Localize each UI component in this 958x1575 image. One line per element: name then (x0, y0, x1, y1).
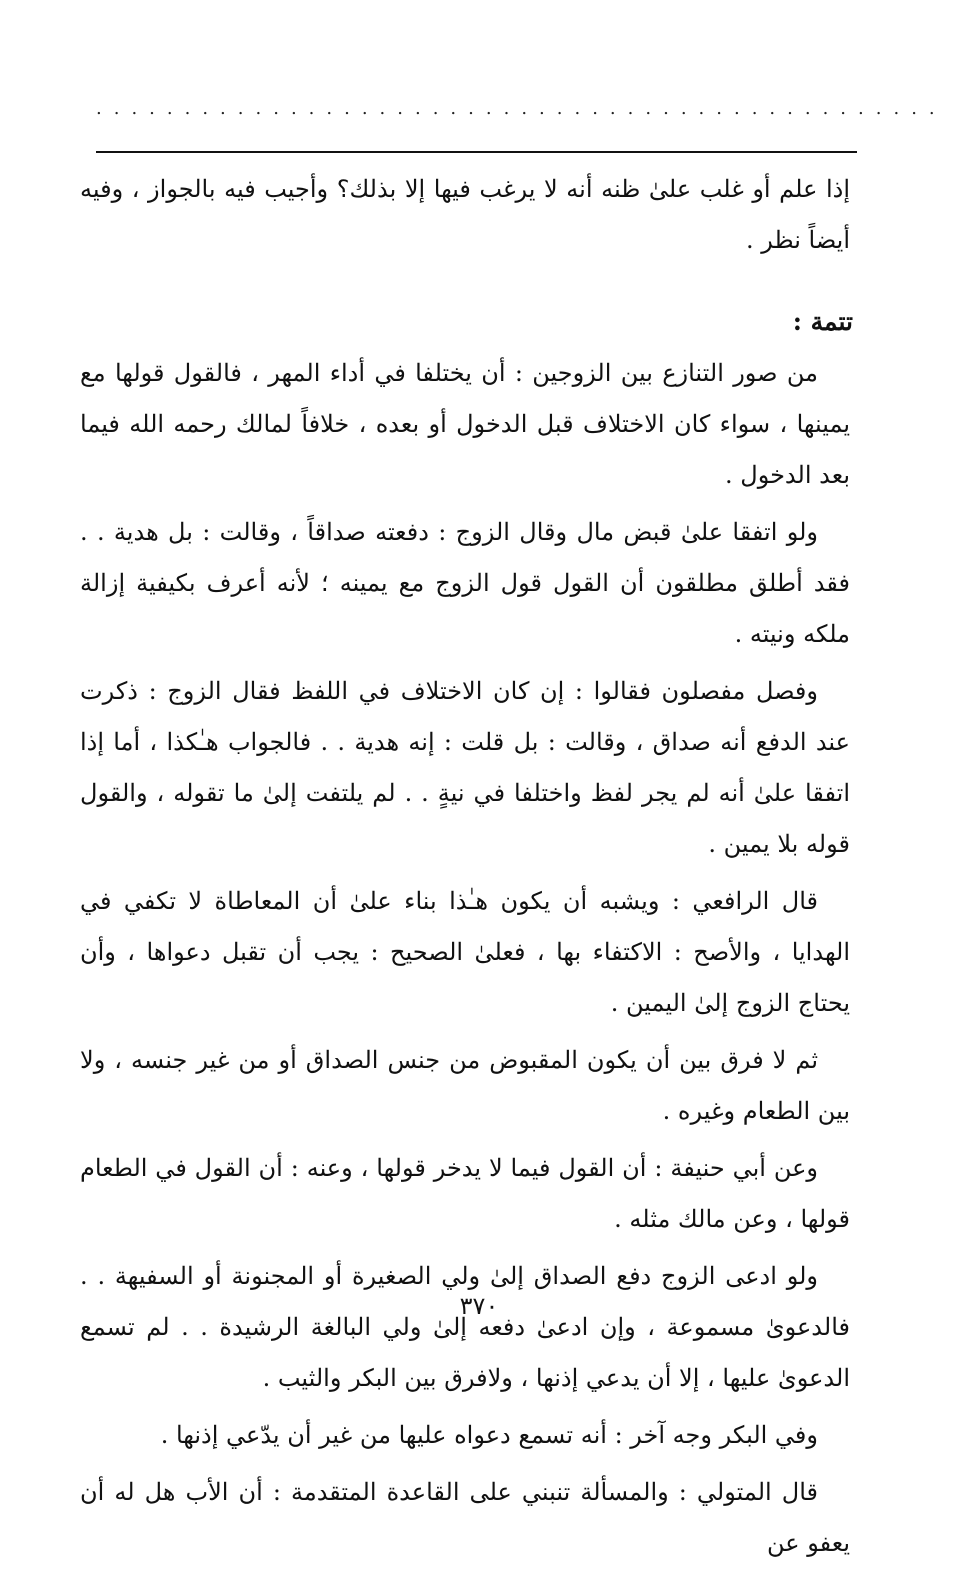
footnote-text (80, 164, 850, 272)
paragraph: وفصل مفصلون فقالوا : إن كان الاختلاف في اللفظ فقال الزوج : ذكرت عند الدفع أنه صداق ، وقالت : بل قلت : إنه هدية . . فالجواب هـٰكذا ، أما إذا اتفقا علىٰ أنه لم يجر لفظ واختلفا في نيةٍ . . لم يلتفت إلىٰ ما تقوله ، والقول قوله بلا يمين . (80, 677, 850, 858)
paragraph: قال المتولي : والمسألة تنبني على القاعدة المتقدمة : أن الأب هل له أن يعفو عن (80, 1478, 850, 1557)
paragraph: ثم لا فرق بين أن يكون المقبوض من جنس الصداق أو من غير جنسه ، ولا بين الطعام وغيره . (80, 1046, 850, 1125)
paragraph: من صور التنازع بين الزوجين : أن يختلفا في أداء المهر ، فالقول قولها مع يمينها ، سواء كان الاختلاف قبل الدخول أو بعده ، خلافاً لمالك رحمه الله فيما بعد الدخول . (80, 359, 850, 489)
paragraph: ولو اتفقا علىٰ قبض مال وقال الزوج : دفعته صداقاً ، وقالت : بل هدية . . فقد أطلق مطلقون أن القول قول الزوج مع يمينه ؛ لأنه أعرف بكيفية إزالة ملكه ونيته . (80, 518, 850, 648)
page-number: ٣٧٠ (459, 1292, 499, 1320)
section-heading: تتمة : (792, 307, 853, 336)
paragraph: قال الرافعي : ويشبه أن يكون هـٰذا بناء علىٰ أن المعاطاة لا تكفي في الهدايا ، والأصح : الاكتفاء بها ، فعلىٰ الصحيح : يجب أن تقبل دعواها ، وأن يحتاج الزوج إلىٰ اليمين . (80, 887, 850, 1017)
paragraph: ولو ادعى الزوج دفع الصداق إلىٰ ولي الصغيرة أو المجنونة أو السفيهة . . فالدعوىٰ مسموعة ، وإن ادعىٰ دفعه إلىٰ ولي البالغة الرشيدة . . لم تسمع الدعوىٰ عليها ، إلا أن يدعي إذنها ، ولافرق بين البكر والثيب . (80, 1262, 850, 1392)
paragraph: وعن أبي حنيفة : أن القول فيما لا يدخر قولها ، وعنه : أن القول في الطعام قولها ، وعن مالك مثله . (80, 1154, 850, 1233)
footnote-paragraph: إذا علم أو غلب علىٰ ظنه أنه لا يرغب فيها إلا بذلك؟ وأجيب فيه بالجواز ، وفيه أيضاً نظر . (80, 175, 850, 254)
footnote-rule (96, 151, 857, 153)
footnote-separator-dots: ................................................ (96, 98, 947, 119)
paragraph: وفي البكر وجه آخر : أنه تسمع دعواه عليها من غير أن يدّعي إذنها . (160, 1421, 818, 1449)
main-text (80, 348, 850, 1575)
